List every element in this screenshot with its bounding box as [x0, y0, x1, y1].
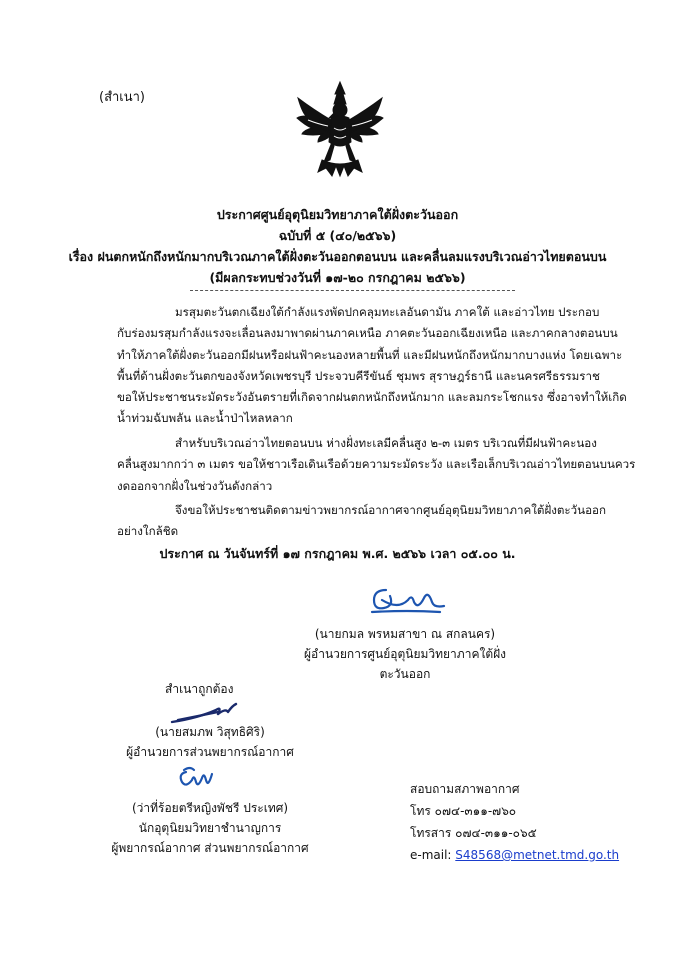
para1-line: มรสุมตะวันตกเฉียงใต้กำลังแรงพัดปกคลุมทะเลอันดามัน ภาคใต้ และอ่าวไทย ประกอบ — [175, 305, 600, 319]
certifier-name: (นายสมภพ วิสุทธิศิริ) — [155, 725, 265, 739]
para1-line: พื้นที่ด้านฝั่งตะวันตกของจังหวัดเพชรบุรี ประจวบคีรีขันธ์ ชุมพร สุราษฎร์ธานี และนครศรีธรรมราช — [117, 368, 600, 383]
para1-line: ขอให้ประชาชนระมัดระวังอันตรายที่เกิดจากฝนตกหนักถึงหนักมาก และลมกระโชกแรง ซึ่งอาจทำให้เกิด — [117, 390, 627, 405]
certifier-position: ผู้อำนวยการส่วนพยากรณ์อากาศ — [126, 745, 294, 759]
officer-name: (ว่าที่ร้อยตรีหญิงพัชรี ประเทศ) — [131, 801, 289, 815]
paragraph-2 — [117, 433, 636, 497]
officer-block — [105, 798, 315, 858]
director-signature-icon — [368, 580, 448, 616]
para2-line: งดออกจากฝั่งในช่วงวันดังกล่าว — [117, 478, 273, 493]
para3-line: อย่างใกล้ชิด — [117, 524, 179, 539]
phone-label: โทร — [410, 804, 431, 818]
contact-block — [410, 778, 619, 866]
paragraph-1 — [117, 302, 627, 430]
para3-line: จึงขอให้ประชาชนติดตามข่าวพยากรณ์อากาศจากศูนย์อุตุนิยมวิทยาภาคใต้ฝั่งตะวันออก — [175, 503, 607, 517]
para2-line: คลื่นสูงมากกว่า ๓ เมตร ขอให้ชาวเรือเดินเรือด้วยความระมัดระวัง และเรือเล็กบริเวณอ่าวไทยตอนบนควร — [117, 457, 636, 472]
paragraph-3 — [117, 500, 607, 543]
para1-line: ทำให้ภาคใต้ฝั่งตะวันออกมีฝนหรือฝนฟ้าคะนองหลายพื้นที่ และมีฝนหนักถึงหนักมากบางแห่ง โดยเฉพาะ — [117, 347, 623, 362]
divider — [190, 290, 515, 291]
subject-line: เรื่อง ฝนตกหนักถึงหนักมากบริเวณภาคใต้ฝั่งตะวันออกตอนบน และคลื่นลมแรงบริเวณอ่าวไทยตอนบน — [68, 249, 607, 264]
para2-line: สำหรับบริเวณอ่าวไทยตอนบน ห่างฝั่งทะเลมีคลื่นสูง ๒-๓ เมตร บริเวณที่มีฝนฟ้าคะนอง — [175, 436, 597, 450]
officer-signature-icon — [176, 764, 216, 794]
director-position: ผู้อำนวยการศูนย์อุตุนิยมวิทยาภาคใต้ฝั่งตะวันออก — [303, 647, 507, 681]
contact-email — [410, 844, 619, 866]
para1-line: กับร่องมรสุมกำลังแรงจะเลื่อนลงมาพาดผ่านภาคเหนือ ภาคตะวันออกเฉียงเหนือ และภาคกลางตอนบน — [117, 326, 618, 341]
effective-period: (มีผลกระทบช่วงวันที่ ๑๗-๒๐ กรกฎาคม ๒๕๖๖) — [209, 270, 466, 285]
contact-fax — [410, 822, 619, 844]
para1-line: น้ำท่วมฉับพลัน และน้ำป่าไหลหลาก — [117, 411, 293, 426]
announcement-date: ประกาศ ณ วันจันทร์ที่ ๑๗ กรกฎาคม พ.ศ. ๒๕๖๖ เวลา ๐๕.๐๐ น. — [159, 546, 516, 561]
officer-position-2: ผู้พยากรณ์อากาศ ส่วนพยากรณ์อากาศ — [111, 841, 309, 855]
director-name: (นายกมล พรหมสาขา ณ สกลนคร) — [314, 627, 496, 641]
email-link[interactable]: S48568@metnet.tmd.go.th — [455, 848, 620, 862]
officer-position-1: นักอุตุนิยมวิทยาชำนาญการ — [138, 821, 282, 835]
certified-label: สำเนาถูกต้อง — [165, 682, 234, 696]
contact-title: สอบถามสภาพอากาศ — [410, 782, 520, 796]
phone-number: ๐๗๔-๓๑๑-๗๖๐ — [434, 804, 517, 818]
garuda-emblem-icon — [294, 80, 386, 180]
fax-label: โทรสาร — [410, 826, 452, 840]
copy-mark: (สำเนา) — [99, 90, 146, 105]
announcement-title: ประกาศศูนย์อุตุนิยมวิทยาภาคใต้ฝั่งตะวันออก — [216, 207, 459, 222]
contact-phone — [410, 800, 619, 822]
fax-number: ๐๗๔-๓๑๑-๐๖๕ — [455, 826, 537, 840]
certifier-block — [110, 722, 310, 762]
email-label: e-mail: — [410, 848, 452, 862]
issue-number: ฉบับที่ ๕ (๔๐/๒๕๖๖) — [278, 228, 397, 243]
director-block — [290, 624, 520, 684]
